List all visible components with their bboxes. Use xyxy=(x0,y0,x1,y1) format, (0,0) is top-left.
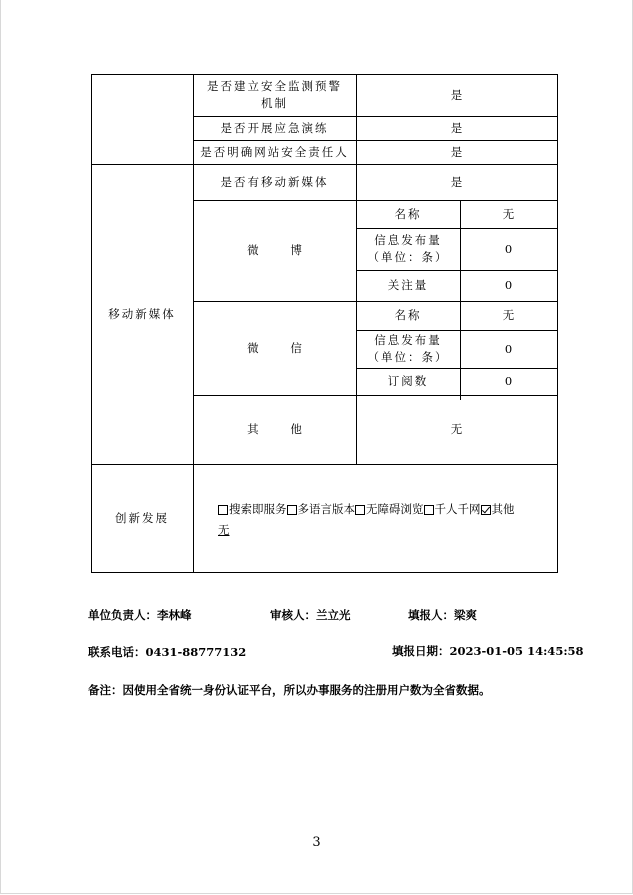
monitoring-value: 是 xyxy=(450,87,463,102)
drill-label: 是否开展应急演练 xyxy=(220,120,329,135)
checkbox-icon xyxy=(424,505,434,515)
reviewer: 审核人：兰立光 xyxy=(270,608,351,622)
option-label: 多语言版本 xyxy=(297,502,355,516)
wechat-posts-label xyxy=(356,330,460,368)
checkbox-icon xyxy=(218,505,228,515)
weibo-followers-label: 关注量 xyxy=(387,278,429,292)
innovation-section-label: 创新发展 xyxy=(115,510,169,525)
other-media-value: 无 xyxy=(450,422,463,436)
option-other[interactable] xyxy=(481,500,515,519)
fill-date: 填报日期：2023-01-05 14:45:58 xyxy=(392,644,584,658)
option-label: 其他 xyxy=(491,502,515,516)
page-number: 3 xyxy=(312,835,321,850)
monitoring-label: 是否建立安全监测预警机制 xyxy=(207,79,342,110)
wechat-posts-value: 0 xyxy=(504,341,513,356)
wechat-subscribers-label: 订阅数 xyxy=(387,374,429,388)
innovation-options xyxy=(218,500,558,540)
remark-note: 备注：因使用全省统一身份认证平台，所以办事服务的注册用户数为全省数据。 xyxy=(88,683,491,697)
weibo-label: 微 博 xyxy=(247,243,316,257)
checkbox-icon xyxy=(355,505,365,515)
drill-value: 是 xyxy=(450,120,463,135)
responsible-label: 是否明确网站安全责任人 xyxy=(200,144,349,159)
weibo-name-label: 名称 xyxy=(394,206,422,221)
wechat-posts-label-line1: 信息发布量 xyxy=(374,333,442,347)
option-accessibility[interactable] xyxy=(355,500,424,519)
has-mobile-media-value: 是 xyxy=(450,174,463,189)
option-label: 千人千网 xyxy=(434,502,481,516)
has-mobile-media-label: 是否有移动新媒体 xyxy=(220,174,329,189)
option-personalized[interactable] xyxy=(424,500,481,519)
innovation-other-text: 无 xyxy=(218,522,230,537)
contact-phone: 联系电话：0431-88777132 xyxy=(88,645,247,659)
checkbox-icon xyxy=(287,505,297,515)
filler: 填报人：梁爽 xyxy=(408,608,477,622)
option-label: 搜索即服务 xyxy=(229,502,287,516)
weibo-posts-value: 0 xyxy=(504,241,513,256)
weibo-posts-label-line1: 信息发布量 xyxy=(374,233,442,247)
unit-head: 单位负责人：李林峰 xyxy=(88,608,192,622)
responsible-value: 是 xyxy=(450,144,463,159)
weibo-followers-value: 0 xyxy=(504,278,513,292)
wechat-label: 微 信 xyxy=(247,340,316,355)
wechat-name-value: 无 xyxy=(502,308,515,322)
option-label: 无障碍浏览 xyxy=(366,502,424,516)
checked-checkbox-icon xyxy=(481,505,491,515)
weibo-posts-label-line2: （单位：条） xyxy=(367,250,449,264)
wechat-name-label: 名称 xyxy=(394,308,422,322)
mobile-media-section-label: 移动新媒体 xyxy=(108,306,176,321)
wechat-posts-label-line2: （单位：条） xyxy=(367,350,449,364)
weibo-posts-label xyxy=(356,228,460,270)
weibo-name-value: 无 xyxy=(502,206,515,221)
option-search-service[interactable] xyxy=(218,500,287,519)
wechat-subscribers-value: 0 xyxy=(504,374,513,388)
option-multilingual[interactable] xyxy=(287,500,356,519)
other-media-label: 其 他 xyxy=(247,422,316,436)
